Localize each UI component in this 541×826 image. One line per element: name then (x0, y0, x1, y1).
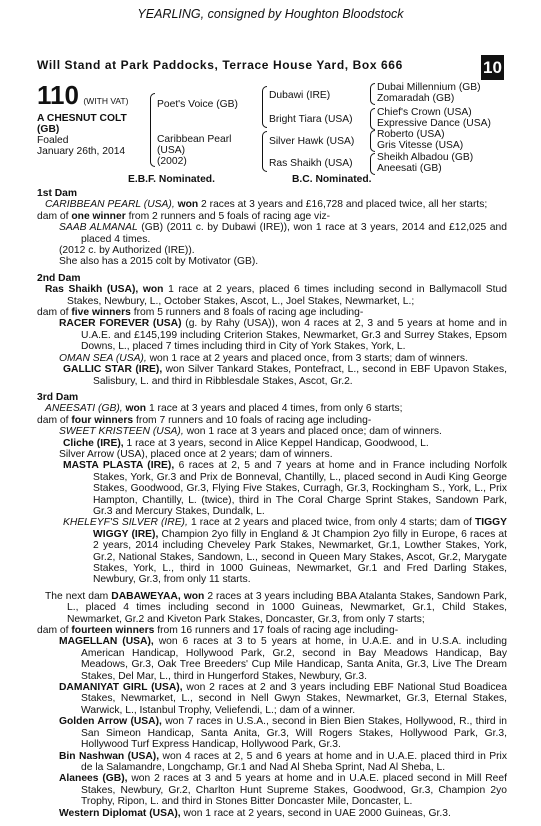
produce-magellan: MAGELLAN (USA), won 6 races at 3 to 5 years at home, in U.A.E. and in U.S.A. including American Handicap, Hollywood Park, Gr.2, second in Bay Meadows Handicap, Bay Meadows, Gr.3, Oak Tree Breeders' Cup Mile Handicap, Santa Anita, Gr.3, Live The Dream Stakes, Del Mar, L., third in Hungerford Stakes, Newbury, Gr.3. (59, 636, 507, 682)
next-dam-produce: dam of fourteen winners from 16 runners and 17 foals of racing age including- (37, 625, 399, 637)
produce-golden-arrow: Golden Arrow (USA), won 7 races in U.S.A., second in Bien Bien Stakes, Hollywood, R., third in San Simeon Handicap, Santa Anita, Gr.3, Will Rogers Stakes, Hollywood Park, Gr.3, Hollywood Turf Express Handicap, Hollywood Park, Gr.3. (59, 716, 507, 751)
first-dam-produce: dam of one winner from 2 runners and 5 foals of racing age viz- (37, 210, 331, 222)
dam-sire: Silver Hawk (USA) (269, 136, 355, 147)
lot-desc-1: A CHESNUT COLT (37, 113, 127, 124)
lot-number: 110 (37, 80, 79, 110)
produce-oman-sea: OMAN SEA (USA), won 1 race at 2 years and placed once, from 3 starts; dam of winners. (59, 352, 468, 364)
sire: Poet's Voice (GB) (157, 99, 238, 110)
third-dam-produce: dam of four winners from 7 runners and 10 foals of racing age including- (37, 414, 372, 426)
dam-dam: Ras Shaikh (USA) (269, 158, 353, 169)
produce-silver-arrow: Silver Arrow (USA), placed once at 2 years; dam of winners. (59, 448, 333, 460)
produce-racer-forever: RACER FOREVER (USA) (g. by Rahy (USA)), won 4 races at 2, 3 and 5 years at home and in U.A.E. and £145,199 including Criterion Stakes, Newmarket, Gr.3 and Surrey Stakes, Epsom Downs, L., placed 7 times including third in City of York Stakes, York, L. (59, 318, 507, 353)
produce-2012: (2012 c. by Authorized (IRE)). (59, 245, 195, 257)
second-dam-produce: dam of five winners from 5 runners and 8 foals of racing age including- (37, 307, 364, 319)
lot-info (37, 80, 129, 157)
third-dam-record: ANEESATI (GB), won 1 race at 3 years and placed 4 times, from only 6 starts; (45, 403, 403, 415)
page-header: YEARLING, consigned by Houghton Bloodstock (137, 7, 404, 21)
dam-name: Caribbean Pearl (157, 134, 232, 145)
brace-sire (262, 86, 267, 128)
produce-kheleyfs-silver: KHELEYF'S SILVER (IRE), 1 race at 2 years and placed twice, from only 4 starts; dam of TIGGY WIGGY (IRE), Champion 2yo filly in England & Jt Champion 2yo filly in Europe, 6 races at 2 years, 2014 including Cheveley Park Stakes, Newmarket, Gr.1, Lowther Stakes, York, Gr.2, National Stakes, Sandown, L., second in Queen Mary Stakes, Ascot, Gr.2, Marygate Stakes, York, L., third in 1000 Guineas, Newmarket, Gr.1 and Fred Darling Stakes, Newbury, Gr.3, from only 11 starts. (63, 517, 507, 586)
dam-year: (2002) (157, 156, 187, 167)
produce-cliche: Cliche (IRE), 1 race at 3 years, second in Alice Keppel Handicap, Goodwood, L. (63, 437, 429, 449)
produce-alanees: Alanees (GB), won 2 races at 3 and 5 years at home and in U.A.E. placed second in Mill Reef Stakes, Newbury, Gr.2, Charlton Hunt Supreme Stakes, Goodwood, Gr.3, Champion 2yo Trophy, Ripon, L. and third in Stones Bitter Doncaster Mile, Doncaster, L. (59, 773, 507, 808)
produce-2015: She also has a 2015 colt by Motivator (GB). (59, 256, 259, 268)
dd-dam: Aneesati (GB) (377, 163, 442, 174)
brace-main (150, 93, 155, 167)
produce-saab-almanal: SAAB ALMANAL (GB) (2011 c. by Dubawi (IRE)), won 1 race at 3 years, 2014 and £12,025 and placed 4 times. (59, 222, 507, 245)
brace-sd (370, 108, 375, 130)
sire-dam: Bright Tiara (USA) (269, 114, 353, 125)
lot-badge: 10 (481, 55, 504, 80)
dd-sire: Sheikh Albadou (GB) (377, 152, 474, 163)
ds-dam: Gris Vitesse (USA) (377, 140, 464, 151)
produce-damaniyat-girl: DAMANIYAT GIRL (USA), won 2 races at 2 and 3 years including EBF National Stud Boadicea Stakes, Newmarket, L., second in Nell Gwyn Stakes, Newmarket, Gr.3, Eternal Stakes, Warwick, L., Istanbul Trophy, Veliefendi, L.; dam of a winner. (59, 682, 507, 716)
next-dam-record: The next dam DABAWEYAA, won 2 races at 3 years including BBA Atalanta Stakes, Sandown Park, L., placed 4 times including second in 1000 Guineas, Newmarket, Gr.1, Child Stakes, Newmarket, Gr.2 and Kiveton Park Stakes, Doncaster, Gr.3, from only 7 starts; (45, 590, 507, 625)
ss-dam: Zomaradah (GB) (377, 93, 455, 104)
first-dam-heading: 1st Dam (37, 188, 78, 199)
second-dam-record: Ras Shaikh (USA), won 1 race at 2 years, placed 6 times including second in Ballymacoll Stud Stakes, Newbury, L., October Stakes, Ascot, L., Joel Stakes, Newmarket, L.; (45, 284, 507, 307)
first-dam-record: CARIBBEAN PEARL (USA), won 2 races at 3 years and £16,728 and placed twice, all her starts; (45, 199, 488, 211)
brace-dam (262, 131, 267, 172)
brace-ds (370, 130, 375, 152)
foaled-date: January 26th, 2014 (37, 146, 126, 157)
ss-sire: Dubai Millennium (GB) (377, 82, 481, 93)
brace-ss (370, 83, 375, 105)
bc-nominated: B.C. Nominated. (292, 174, 372, 185)
brace-dd (370, 153, 375, 175)
produce-sweet-kristeen: SWEET KRISTEEN (USA), won 1 race at 3 years and placed once; dam of winners. (59, 426, 442, 438)
sd-sire: Chief's Crown (USA) (377, 107, 472, 118)
produce-western-diplomat: Western Diplomat (USA), won 1 race at 2 years, second in UAE 2000 Guineas, Gr.3. (59, 807, 451, 819)
vat-note: (WITH VAT) (83, 96, 129, 106)
third-dam-heading: 3rd Dam (37, 391, 79, 403)
ebf-nominated: E.B.F. Nominated. (128, 174, 215, 185)
ds-sire: Roberto (USA) (377, 129, 445, 140)
sd-dam: Expressive Dance (USA) (377, 118, 491, 129)
catalogue-body (37, 183, 507, 819)
foaled-label: Foaled (37, 135, 69, 146)
produce-gallic-star: GALLIC STAR (IRE), won Silver Tankard Stakes, Pontefract, L., second in EBF Upavon Stakes, Salisbury, L. and third in Ribblesdale Stakes, Ascot, Gr.2. (63, 364, 507, 387)
produce-bin-nashwan: Bin Nashwan (USA), won 4 races at 2, 5 and 6 years at home and in U.A.E. placed third in Prix de la Salamandre, Longchamp, Gr.1 and Nad Al Sheba Sprint, Nad Al Sheba, L. (59, 750, 507, 773)
sire-sire: Dubawi (IRE) (269, 90, 331, 101)
lot-desc-2: (GB) (37, 124, 60, 135)
produce-masta-plasta: MASTA PLASTA (IRE), 6 races at 2, 5 and 7 years at home and in France including Norfolk Stakes, York, Gr.3 and Prix de Bonneval, Chantilly, L., placed second in Audi King George Stakes, Goodwood, Gr.3, Flying Five Stakes, Curragh, Gr.3, Rockingham S., York, L., Prix Hampton, Chantilly, L. (twice), third in The Coral Charge Sprint Stakes, Sandown Park, Gr.3 and Mercury Stakes, Dundalk, L. (63, 460, 507, 517)
second-dam-heading: 2nd Dam (37, 272, 81, 284)
stand-location: Will Stand at Park Paddocks, Terrace House Yard, Box 666 (37, 58, 403, 72)
dam-country: (USA) (157, 145, 186, 156)
